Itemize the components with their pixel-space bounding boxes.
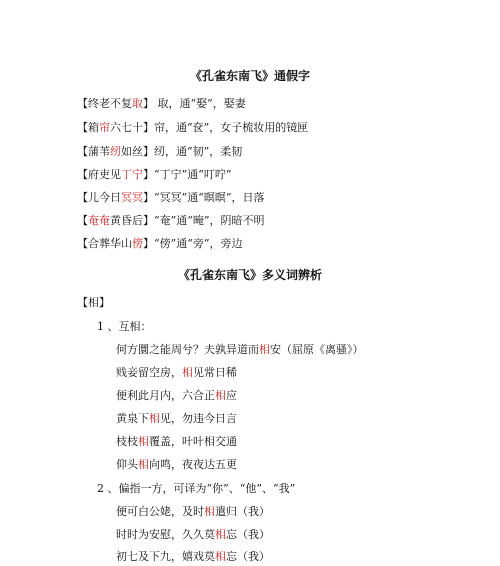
example-sentence: 贱妾留空房，相见常日稀 [116, 366, 237, 379]
example-sentence: 何方圜之能周兮？夫孰异道而相安（屈原《离骚》） [116, 343, 364, 356]
sense-heading: 2 、偏指一方，可译为“你”、“他”、“我” [97, 482, 296, 495]
tongjia-entry: 【合葬华山傍】“傍”通“旁”，旁边 [77, 237, 243, 250]
tongjia-entry: 【蒲苇纫如丝】纫，通“韧”，柔韧 [77, 145, 243, 158]
tongjia-entry: 【儿今日冥冥】“冥冥”通“暝暝”，日落 [77, 191, 265, 204]
example-sentence: 黄泉下相见，勿违今日言 [116, 412, 237, 425]
section1-title: 《孔雀东南飞》通假字 [189, 69, 310, 83]
section2-title: 《孔雀东南飞》多义词辨析 [177, 268, 322, 282]
example-sentence: 初七及下九，嬉戏莫相忘（我） [116, 550, 270, 563]
tongjia-entry: 【箱帘六七十】帘，通“奁”，女子梳妆用的镜匣 [77, 121, 309, 134]
example-sentence: 时时为安慰，久久莫相忘（我） [116, 528, 270, 541]
polysemy-word: 【相】 [77, 296, 110, 309]
tongjia-entry: 【奄奄黄昏后】“奄”通“晻”，阴暗不明 [77, 214, 265, 227]
tongjia-entry: 【终老不复取】 取，通“娶”，娶妻 [77, 97, 246, 110]
tongjia-entry: 【府吏见丁宁】“丁宁”通“叮咛” [77, 168, 232, 181]
sense-heading: 1 、互相： [97, 320, 152, 333]
example-sentence: 枝枝相覆盖，叶叶相交通 [116, 435, 237, 448]
example-sentence: 仰头相向鸣，夜夜达五更 [116, 458, 237, 471]
example-sentence: 便可白公姥，及时相遣归（我） [116, 505, 270, 518]
example-sentence: 便利此月内，六合正相应 [116, 389, 237, 402]
